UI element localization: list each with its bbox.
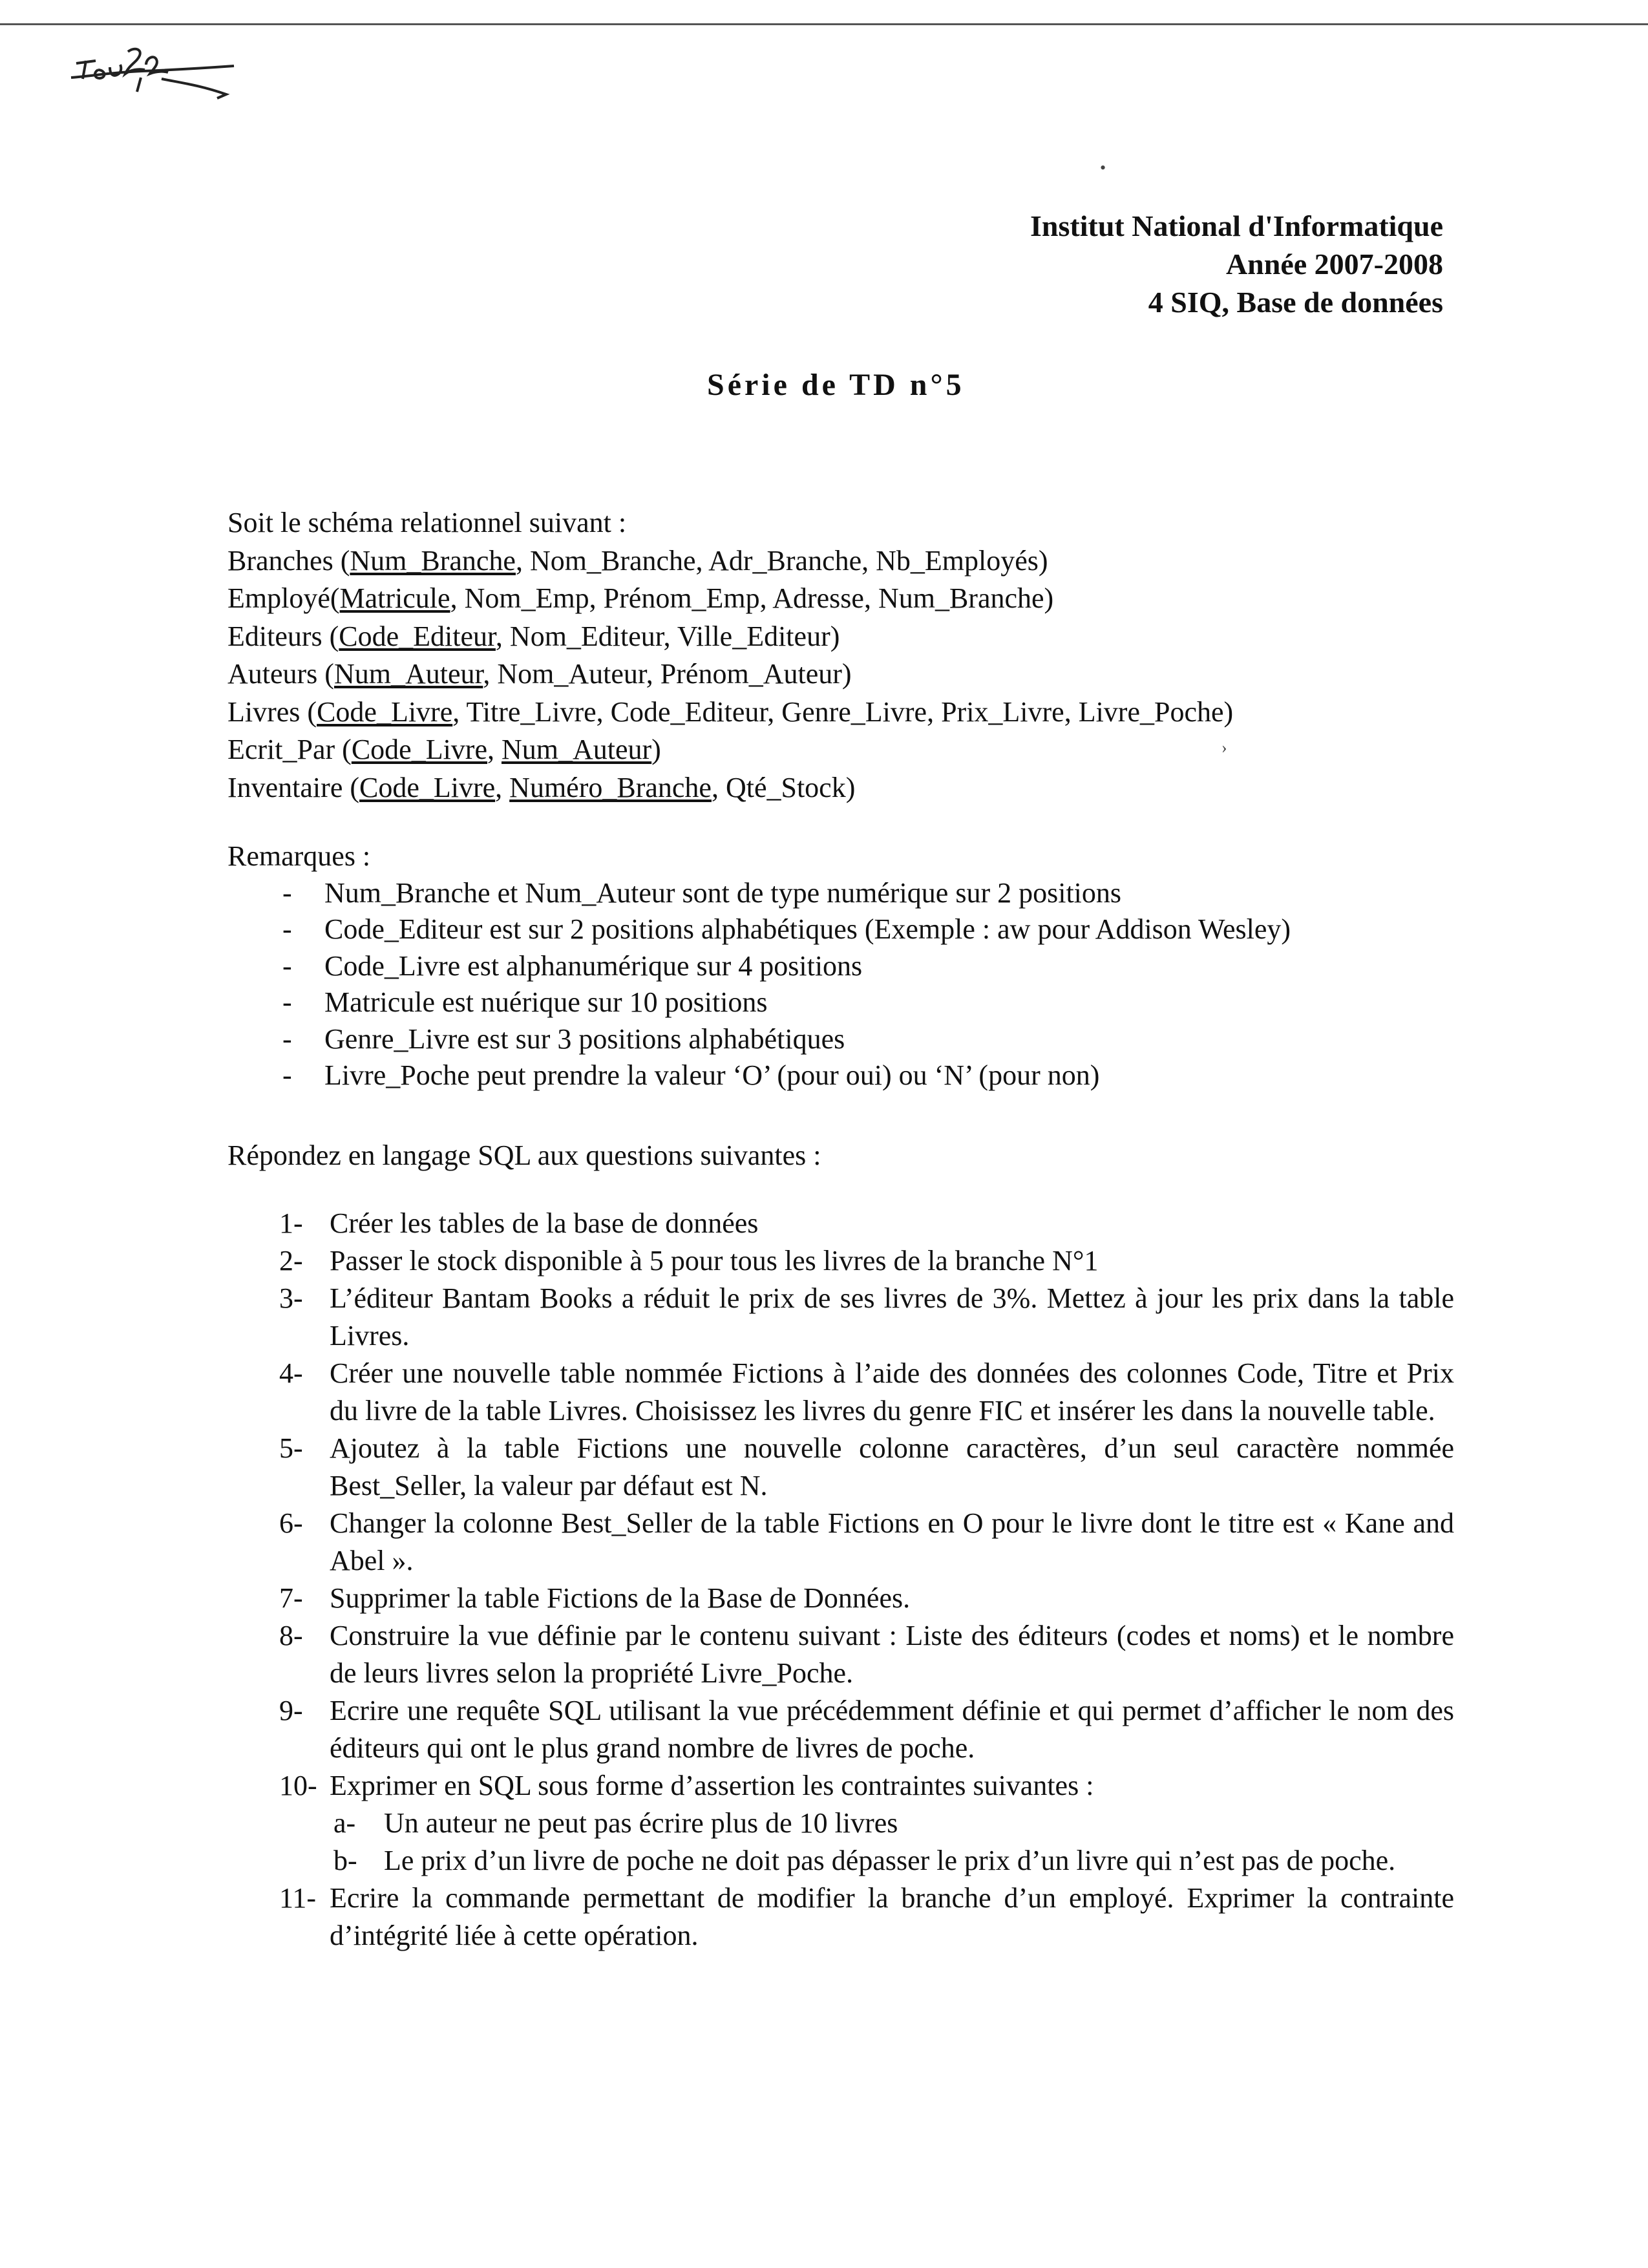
questions-intro: Répondez en langage SQL aux questions suivantes : (227, 1139, 821, 1171)
relation-attributes: , Qté_Stock) (711, 771, 856, 803)
relation-line (227, 618, 1233, 656)
bullet-dash: - (282, 1059, 292, 1091)
document-header (1030, 207, 1443, 321)
question-number: 2- (279, 1245, 303, 1277)
question-item (279, 1580, 1454, 1617)
question-number: 11- (279, 1882, 317, 1914)
question-item (279, 1505, 1454, 1580)
relation-line (227, 655, 1233, 694)
question-text: Ajoutez à la table Fictions une nouvelle colonne caractères, d’un seul caractère nommée Best_Seller, la valeur par défaut est N. (330, 1432, 1454, 1501)
bullet-dash: - (282, 986, 292, 1018)
bullet-dash: - (282, 1023, 292, 1055)
remark-text: Code_Editeur est sur 2 positions alphabétiques (Exemple : aw pour Addison Wesley) (324, 913, 1291, 945)
question-item (279, 1430, 1454, 1505)
question-item (279, 1280, 1454, 1355)
remark-item (227, 911, 1291, 948)
remarks-list (227, 875, 1291, 1094)
relation-attributes: , Nom_Auteur, Prénom_Auteur) (483, 658, 852, 690)
academic-year: Année 2007-2008 (1225, 248, 1443, 281)
relation-line (227, 580, 1233, 618)
course-name: 4 SIQ, Base de données (1148, 286, 1443, 319)
question-text: Ecrire la commande permettant de modifier la branche d’un employé. Exprimer la contrainte d’intégrité liée à cette opération. (330, 1882, 1454, 1951)
remarks-section (227, 838, 1291, 1094)
question-text: Supprimer la table Fictions de la Base de Données. (330, 1582, 911, 1614)
schema-intro: Soit le schéma relationnel suivant : (227, 507, 627, 538)
question-item (279, 1205, 1454, 1242)
primary-key: Num_Auteur (501, 734, 652, 765)
relation-name: Ecrit_Par ( (227, 734, 352, 765)
primary-key: Numéro_Branche (509, 771, 712, 803)
sub-question-number: b- (333, 1845, 357, 1876)
relation-line (227, 694, 1233, 732)
question-number: 7- (279, 1582, 303, 1614)
question-number: 6- (279, 1507, 303, 1539)
relation-attributes: , Nom_Branche, Adr_Branche, Nb_Employés) (515, 544, 1048, 577)
relation-attributes: ) (651, 734, 661, 765)
question-item (279, 1767, 1454, 1805)
question-number: 4- (279, 1357, 303, 1389)
remark-item (227, 1057, 1291, 1094)
question-number: 3- (279, 1282, 303, 1314)
relation-name: Branches ( (227, 544, 350, 577)
question-text: Passer le stock disponible à 5 pour tous les livres de la branche N°1 (330, 1245, 1099, 1277)
relation-line (227, 542, 1233, 580)
question-item (279, 1692, 1454, 1767)
bullet-dash: - (282, 913, 292, 945)
relation-name: Employé( (227, 582, 340, 614)
page-title: Série de TD n°5 (707, 368, 965, 402)
signature-icon (65, 39, 246, 110)
remark-item (227, 984, 1291, 1021)
primary-key: Num_Auteur (333, 658, 483, 690)
remark-text: Genre_Livre est sur 3 positions alphabétiques (324, 1023, 845, 1055)
relation-list (227, 542, 1233, 807)
relation-attributes: , Titre_Livre, Code_Editeur, Genre_Livre, Prix_Livre, Livre_Poche) (452, 695, 1234, 728)
question-number: 8- (279, 1620, 303, 1651)
primary-key: Code_Editeur (339, 620, 496, 652)
question-text: Changer la colonne Best_Seller de la table Fictions en O pour le livre dont le titre est « Kane and Abel ». (330, 1507, 1454, 1576)
question-item (279, 1617, 1454, 1692)
question-number: 10- (279, 1770, 317, 1801)
remark-item (227, 948, 1291, 985)
question-item (279, 1880, 1454, 1955)
institution-name: Institut National d'Informatique (1030, 209, 1443, 242)
scan-speck: › (1221, 738, 1227, 757)
relation-name: Auteurs ( (227, 658, 334, 690)
question-number: 9- (279, 1695, 303, 1726)
remark-text: Matricule est nuérique sur 10 positions (324, 986, 768, 1018)
question-item (279, 1242, 1454, 1280)
question-text: Créer les tables de la base de données (330, 1207, 759, 1239)
remark-item (227, 875, 1291, 912)
scan-top-rule (0, 23, 1648, 25)
remark-text: Code_Livre est alphanumérique sur 4 positions (324, 949, 863, 982)
relation-line: Ecrit_Par (Code_Livre, Num_Auteur) (227, 734, 661, 765)
relational-schema (227, 504, 1233, 807)
sub-question-text: Le prix d’un livre de poche ne doit pas dépasser le prix d’un livre qui n’est pas de poche. (384, 1845, 1396, 1876)
question-text: Ecrire une requête SQL utilisant la vue précédemment définie et qui permet d’afficher le nom des éditeurs qui ont le plus grand nombre de livres de poche. (330, 1695, 1454, 1764)
question-number: 1- (279, 1207, 303, 1239)
sub-question-item (279, 1805, 1454, 1842)
question-item (279, 1355, 1454, 1430)
questions-list (279, 1205, 1454, 1955)
handwritten-signature (65, 39, 246, 117)
sub-question-item (279, 1842, 1454, 1880)
primary-key: Code_Livre (359, 771, 496, 803)
relation-name: Editeurs ( (227, 620, 339, 652)
question-text: Exprimer en SQL sous forme d’assertion les contraintes suivantes : (330, 1770, 1094, 1801)
remark-text: Num_Branche et Num_Auteur sont de type numérique sur 2 positions (324, 876, 1122, 909)
relation-line: Inventaire (Code_Livre, Numéro_Branche, Qté_Stock) (227, 771, 856, 803)
question-text: Construire la vue définie par le contenu suivant : Liste des éditeurs (codes et noms) et le nombre de leurs livres selon la propriété Livre_Poche. (330, 1620, 1454, 1689)
primary-key: Code_Livre (351, 734, 487, 765)
primary-key: Matricule (339, 582, 450, 614)
sub-question-text: Un auteur ne peut pas écrire plus de 10 livres (384, 1807, 898, 1839)
primary-key: Code_Livre (317, 695, 453, 728)
remarks-heading: Remarques : (227, 840, 371, 872)
relation-name: Livres ( (227, 695, 317, 728)
relation-name: Inventaire ( (227, 771, 359, 803)
question-number: 5- (279, 1432, 303, 1464)
relation-attributes: , Nom_Editeur, Ville_Editeur) (495, 620, 840, 652)
question-text: Créer une nouvelle table nommée Fictions à l’aide des données des colonnes Code, Titre et Prix du livre de la table Livres. Choisissez les livres du genre FIC et insérer les dans la nouvelle table. (330, 1357, 1454, 1426)
remark-item (227, 1021, 1291, 1058)
primary-key: Num_Branche (350, 544, 516, 577)
sub-question-number: a- (333, 1807, 356, 1839)
scan-speck: • (1100, 158, 1106, 177)
bullet-dash: - (282, 876, 292, 909)
question-text: L’éditeur Bantam Books a réduit le prix de ses livres de 3%. Mettez à jour les prix dans la table Livres. (330, 1282, 1454, 1351)
relation-attributes: , Nom_Emp, Prénom_Emp, Adresse, Num_Branche) (450, 582, 1054, 614)
bullet-dash: - (282, 949, 292, 982)
remark-text: Livre_Poche peut prendre la valeur ‘O’ (pour oui) ou ‘N’ (pour non) (324, 1059, 1100, 1091)
